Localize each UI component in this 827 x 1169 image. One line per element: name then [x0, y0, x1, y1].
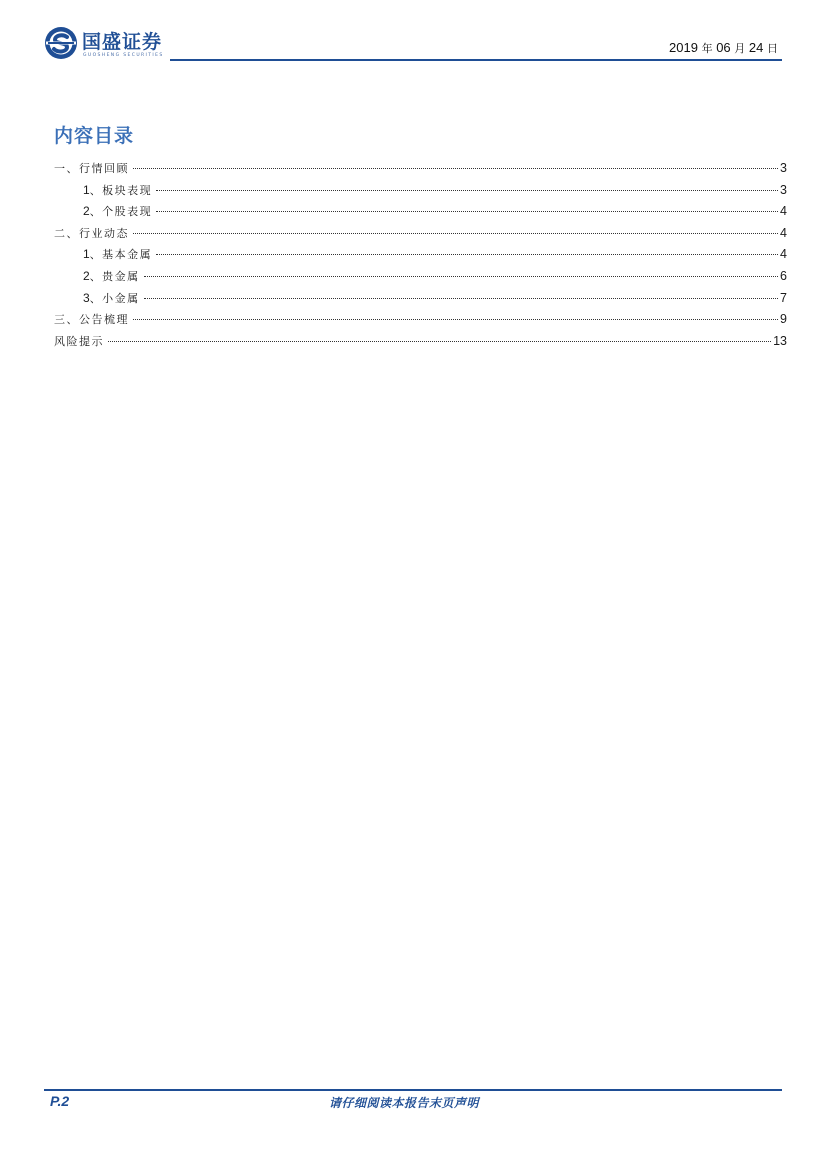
page-number: P.2: [50, 1093, 70, 1109]
toc-entry[interactable]: [54, 331, 787, 353]
toc-leader-dots: [144, 276, 778, 277]
toc-entry[interactable]: [54, 266, 787, 288]
toc-leader-dots: [156, 254, 778, 255]
toc-entry-label: 2、贵金属: [83, 268, 140, 283]
toc-entry[interactable]: [54, 201, 787, 223]
toc-entry-label: 三、公告梳理: [54, 313, 129, 327]
date-month-unit: 月: [734, 42, 746, 55]
toc-leader-dots: [156, 190, 778, 191]
table-of-contents: [54, 158, 787, 352]
date-year: 2019: [669, 40, 698, 55]
date-day: 24: [748, 40, 764, 55]
toc-entry-page: 9: [780, 312, 787, 327]
toc-entry[interactable]: [54, 244, 787, 266]
toc-leader-dots: [133, 168, 778, 169]
toc-entry-page: 3: [780, 161, 787, 175]
company-subtitle: GUOSHENG SECURITIES: [83, 53, 164, 58]
toc-leader-dots: [144, 298, 778, 299]
footer-disclaimer: 请仔细阅读本报告末页声明: [329, 1096, 480, 1110]
toc-entry-label: 一、行情回顾: [54, 162, 129, 175]
header-divider: [170, 59, 782, 61]
date-year-unit: 年: [701, 42, 713, 55]
toc-entry-page: 6: [780, 268, 787, 283]
toc-entry-label: 3、小金属: [83, 290, 140, 305]
guosheng-logo-icon: [44, 26, 78, 60]
company-name: 国盛证券: [82, 31, 163, 53]
toc-entry-label: 1、板块表现: [83, 182, 153, 197]
toc-entry-label: 1、基本金属: [83, 247, 153, 262]
date-day-unit: 日: [767, 42, 778, 55]
toc-entry[interactable]: [54, 309, 787, 331]
toc-entry-page: 4: [780, 225, 787, 240]
toc-leader-dots: [108, 341, 771, 342]
toc-title: 内容目录: [54, 125, 135, 147]
toc-entry[interactable]: [54, 223, 787, 245]
toc-entry[interactable]: [54, 288, 787, 310]
report-date: [669, 40, 778, 56]
toc-entry-page: 7: [780, 290, 787, 305]
toc-entry[interactable]: [54, 180, 787, 202]
date-month: 06: [716, 40, 731, 55]
toc-entry-label: 二、行业动态: [54, 226, 129, 240]
footer-divider: [44, 1089, 782, 1091]
toc-entry[interactable]: [54, 158, 787, 180]
toc-leader-dots: [133, 233, 778, 234]
toc-entry-label: 风险提示: [54, 334, 104, 348]
toc-entry-page: 13: [773, 333, 787, 348]
toc-entry-page: 4: [780, 204, 787, 219]
toc-entry-page: 4: [780, 247, 787, 262]
toc-leader-dots: [156, 211, 778, 212]
page-header: [44, 22, 782, 64]
toc-entry-page: 3: [780, 182, 787, 197]
toc-leader-dots: [133, 319, 778, 320]
company-logo: [44, 26, 174, 62]
toc-entry-label: 2、个股表现: [83, 204, 153, 219]
